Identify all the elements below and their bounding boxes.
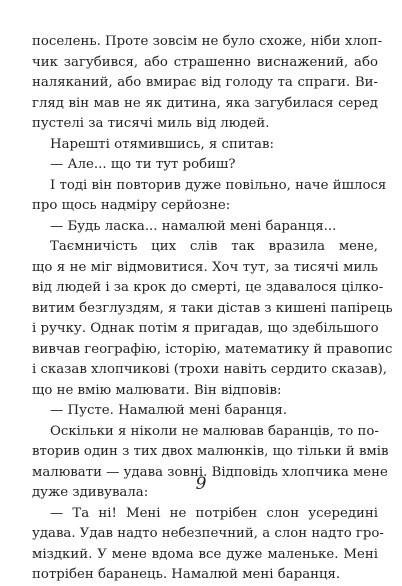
text-line: що не вмію малювати. Він відповів: — [32, 382, 282, 398]
page-number: 9 — [195, 474, 207, 494]
text-line: Оскільки я ніколи не малював баранців, то по- — [50, 423, 379, 439]
text-line: що я не міг відмовитися. Хоч тут, за тисячі миль — [32, 259, 378, 275]
text-line: гляд він мав не як дитина, яка загубилася серед — [32, 95, 378, 111]
text-line: і ручку. Однак потім я пригадав, що здебільшого — [32, 321, 379, 336]
text-line: — Будь ласка... намалюй мені баранця... — [50, 218, 337, 234]
text-line: удава. Удав надто небезпечний, а слон надто гро- — [32, 526, 384, 541]
text-line: малювати — удава зовні. Відповідь хлопчика мене — [32, 464, 388, 480]
text-line: про щось надміру серйозне: — [32, 198, 231, 213]
body-text — [32, 32, 393, 586]
text-line: — Пусте. Намалюй мені баранця. — [50, 403, 287, 418]
text-line: і сказав хлопчикові (трохи навіть сердито сказав), — [32, 362, 388, 377]
text-line: вивчав географію, історію, математику й правопис — [32, 341, 393, 357]
text-line: міздкий. У мене вдома все дуже маленьке. Мені — [32, 546, 378, 562]
text-line: поселень. Проте зовсім не було схоже, ніби хлоп- — [32, 34, 383, 49]
text-line: наляканий, або вмирає від голоду та спраги. Ви- — [32, 75, 378, 90]
text-line: пустелі за тисячі миль від людей. — [32, 116, 270, 131]
text-line: витим безглуздям, я таки дістав з кишені папірець — [32, 300, 393, 316]
text-line: Нарешті отямившись, я спитав: — [50, 136, 274, 152]
text-line: потрібен баранець. Намалюй мені баранця. — [32, 567, 341, 582]
text-line: Таємничість цих слів так вразила мене, — [50, 239, 378, 254]
text-line: від людей і за крок до смерті, це здавалося цілко- — [32, 280, 384, 295]
text-line: — Але... що ти тут робиш? — [50, 157, 236, 172]
text-line: чик загубився, або страшенно виснажений, або — [32, 54, 378, 70]
text-line: дуже здивувала: — [32, 485, 149, 500]
text-line: вторив один з тих двох малюнків, що тільки й вмів — [32, 444, 389, 459]
text-line: — Та ні! Мені не потрібен слон усередині — [50, 505, 378, 521]
text-line: І тоді він повторив дуже повільно, наче йшлося — [50, 177, 387, 193]
